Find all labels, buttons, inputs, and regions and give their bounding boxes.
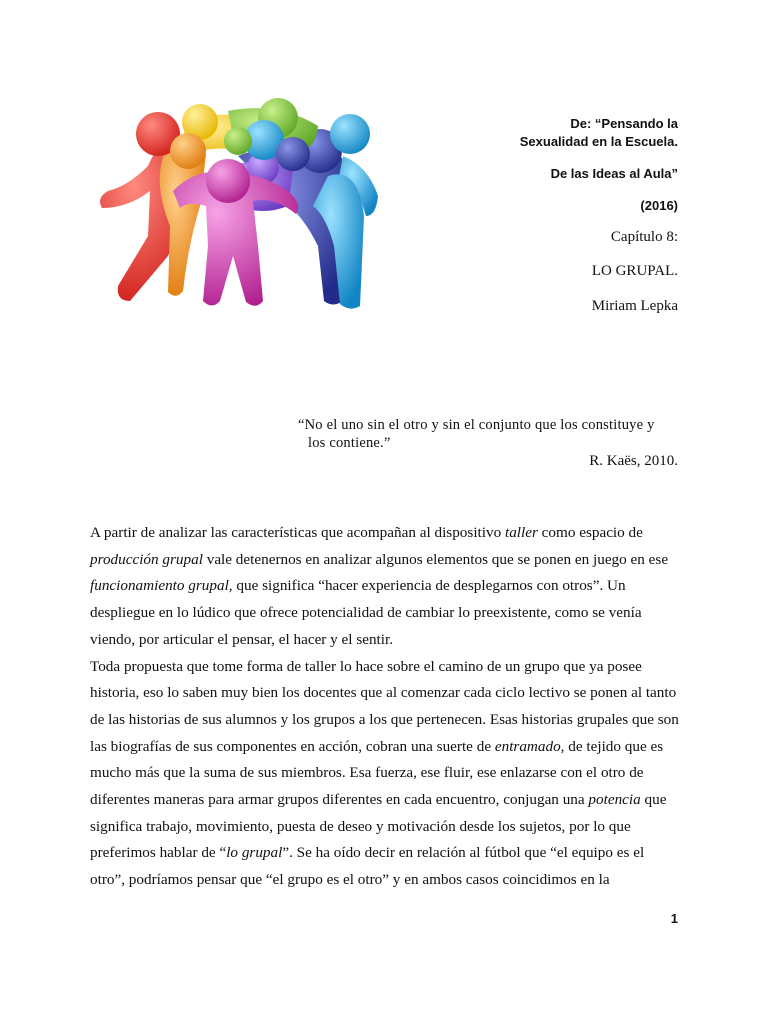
- figure-orange-left: [160, 133, 206, 296]
- italic-term: potencia: [588, 791, 641, 809]
- paragraph-1: [90, 520, 680, 654]
- figure-green-center: [224, 127, 252, 155]
- italic-term: funcionamiento grupal,: [90, 577, 233, 595]
- header-year: (2016): [640, 198, 678, 213]
- figure-blue-center: [276, 137, 310, 171]
- body-text: [90, 520, 680, 894]
- text-span: , de tejido que es mucho más que la suma de sus miembros. Esa fuerza, ese fluir, ese enlazarse con el otro de diferentes maneras para armar grupos diferentes en cada encuentro, conjugan una: [90, 737, 664, 809]
- chapter-title: LO GRUPAL.: [591, 263, 678, 279]
- text-span: ”. Se ha oído decir en relación al fútbol que “el equipo es el otro”, podríamos pensar que “el grupo es el otro” y en ambos casos coincidimos en la: [90, 844, 645, 889]
- italic-term: entramado: [494, 737, 561, 755]
- italic-term: producción grupal: [90, 550, 203, 568]
- epigraph-quote: [298, 416, 678, 452]
- text-span: como espacio de: [537, 524, 643, 541]
- text-span: vale detenernos en analizar algunos elementos que se ponen en juego en ese: [202, 550, 669, 568]
- epigraph-attribution: R. Kaës, 2010.: [589, 453, 678, 469]
- text-span: que significa “hacer experiencia de desplegarnos con otros”. Un despliegue en lo lúdico que ofrece potencialidad de cambiar lo preexistente, como se venía viendo, por articular el pensar, el hacer y el sentir.: [90, 577, 642, 648]
- page-number: 1: [670, 911, 678, 926]
- group-embrace-illustration: [88, 96, 386, 314]
- header-source-line3: De las Ideas al Aula”: [550, 166, 678, 181]
- chapter-label: Capítulo 8:: [610, 229, 678, 245]
- italic-term: lo grupal: [226, 844, 283, 862]
- italic-term: taller: [504, 524, 538, 541]
- header-source-line2: Sexualidad en la Escuela.: [519, 134, 678, 149]
- text-span: A partir de analizar las características que acompañan al dispositivo: [90, 524, 505, 541]
- paragraph-2: [90, 654, 680, 894]
- epigraph-line2: los contiene.”: [308, 435, 391, 451]
- epigraph-line1: “No el uno sin el otro y sin el conjunto que los constituye y: [298, 417, 655, 433]
- author-name: Miriam Lepka: [591, 298, 678, 314]
- text-span: que significa trabajo, movimiento, puesta de deseo y motivación desde los sujetos, por lo que preferimos hablar de “: [90, 791, 667, 862]
- text-span: Toda propuesta que tome forma de taller lo hace sobre el camino de un grupo que ya posee historia, eso lo saben muy bien los docentes que al comenzar cada ciclo lectivo se ponen al tanto de las historias de sus alumnos y los grupos a los que pertenecen. Esas historias grupales que son las biografías de sus componentes en acción, cobran una suerte de: [90, 657, 679, 755]
- header-source-line1: De: “Pensando la: [570, 116, 678, 131]
